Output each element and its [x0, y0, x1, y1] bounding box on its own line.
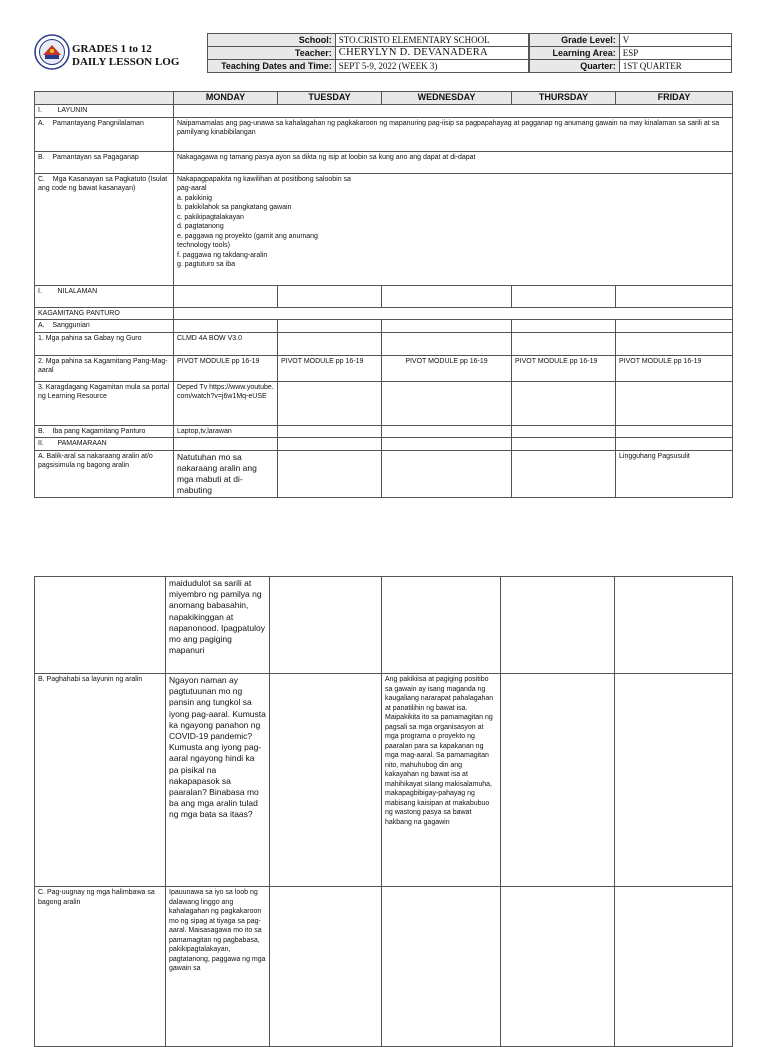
iba-pang-kagamitan-monday: Laptop,tv,larawan [174, 425, 278, 438]
pamantayang-pangnilalaman-text: Naipamamalas ang pag-unawa sa kahalagahan ng pagkakaroon ng mapanuring pag-iisip sa pagpapahayag at pagganap ng anumang gawain na may kinalaman sa sarili at sa pamilyang kinabibilangan [174, 117, 733, 151]
kasanayan-item: g. pagtuturo sa iba [177, 261, 235, 268]
paghahabi-wednesday: Ang pakikiisa at pagiging positibo sa gawain ay isang maganda ng kaugaliang nararapat pahalagahan at panatilihin ng bawat isa. Maipakikita ito sa pamamagitan ng pagsali sa mga organisasyon at mga programa o proyekto ng paaralan para sa kapakanan ng mga mag-aaral. Sa pamamagitan nito, mahuhubog din ang kakayahan ng bawat isa at mahihikayat siIang makisalamuha, makapagbibigay-pahayag ng mabisang kaisipan at makabubuo ng wastong pasya sa bawat hakbang na gagawin [382, 674, 501, 887]
pag-uugnay-monday: Ipauunawa sa iyo sa loob ng dalawang linggo ang kahalagahan ng pagkakaroon mo ng sipag at tiyaga sa pag-aaral. Maisasagawa mo ito sa pamamagitan ng pagbabasa, pakikipagtalakayan, pagtatanong, paggawa ng mga gawain sa [166, 887, 270, 1047]
row-label-kasanayan: C. Mga Kasanayan sa Pagkatuto (Isulat ang code ng bawat kasanayan) [35, 173, 174, 285]
school-value: STO.CRISTO ELEMENTARY SCHOOL [335, 34, 528, 47]
kasanayan-item: d. pagtatanong [177, 223, 224, 230]
row-label-pag-uugnay: C. Pag-uugnay ng mga halimbawa sa bagong aralin [35, 887, 166, 1047]
title-line-2: DAILY LESSON LOG [72, 56, 180, 68]
pamantayan-pagganap-text: Nakagagawa ng tamang pasya ayon sa dikta ng isip at loobin sa kung ano ang dapat at di-dapat [174, 151, 733, 173]
kasanayan-item: b. pakikilahok sa pangkatang gawain [177, 204, 292, 211]
deped-tv-link[interactable]: Deped Tv https://www.youtube.com/watch?v=j6w1Mq-eUSE [174, 381, 278, 425]
deped-seal-logo [34, 34, 70, 70]
gabay-guro-monday: CLMD 4A BOW V3.0 [174, 332, 278, 355]
kasanayan-item: e. paggawa ng proyekto (gamit ang anumang technology tools) [177, 232, 318, 249]
module-friday: PIVOT MODULE pp 16-19 [616, 355, 733, 381]
section-kagamitang-panturo: KAGAMITANG PANTURO [35, 307, 174, 320]
kasanayan-item: f. paggawa ng takdang-aralin [177, 251, 268, 259]
row-label-gabay-guro: 1. Mga pahina sa Gabay ng Guro [35, 332, 174, 355]
header-info-table [207, 33, 529, 73]
balik-aral-friday: Lingguhang Pagsusulit [616, 450, 733, 498]
row-label-karagdagang-kagamitan: 3. Karagdagang Kagamitan mula sa portal ng Learning Resource [35, 381, 174, 425]
kasanayan-item: c. pakikipagtalakayan [177, 213, 244, 221]
school-label: School: [208, 34, 336, 47]
section-layunin: I. LAYUNIN [35, 105, 174, 118]
row-label-balik-aral: A. Balik-aral sa nakaraang aralin at/o pagsisimula ng bagong aralin [35, 450, 174, 498]
row-label-pamantayang-pangnilalaman: A. Pamantayang Pangnilalaman [35, 117, 174, 151]
dates-value: SEPT 5-9, 2022 (WEEK 3) [335, 60, 528, 73]
module-monday: PIVOT MODULE pp 16-19 [174, 355, 278, 381]
day-header-thursday: THURSDAY [512, 92, 616, 105]
module-thursday: PIVOT MODULE pp 16-19 [512, 355, 616, 381]
dates-label: Teaching Dates and Time: [208, 60, 336, 73]
lesson-log-table [34, 91, 733, 498]
teacher-value: CHERYLYN D. DEVANADERA [335, 47, 528, 60]
form-title [72, 43, 179, 69]
row-label-iba-pang-kagamitan: B. Iba pang Kagamitang Panturo [35, 425, 174, 438]
day-header-friday: FRIDAY [616, 92, 733, 105]
section-pamamaraan: II. PAMAMARAAN [35, 438, 174, 451]
area-label: Learning Area: [530, 47, 620, 60]
corner-cell [35, 92, 174, 105]
title-line-1: GRADES 1 to 12 [72, 43, 152, 55]
day-header-monday: MONDAY [174, 92, 278, 105]
row-label-kagamitang-mag-aaral: 2. Mga pahina sa Kagamitang Pang-Mag-aaral [35, 355, 174, 381]
row-label-pamantayan-pagganap: B. Pamantayan sa Pagaganap [35, 151, 174, 173]
day-header-tuesday: TUESDAY [278, 92, 382, 105]
row-label-sanggunian: A. Sanggunian [35, 320, 174, 333]
balik-aral-monday: Natutuhan mo sa nakaraang aralin ang mga mabuti at di-mabuting [174, 450, 278, 498]
grade-value: V [619, 34, 731, 47]
balik-aral-monday-continued: maidudulot sa sarili at miyembro ng pamilya ng anomang babasahin, napakikinggan at napanonood. Ipagpatuloy mo ang pagiging mapanuri [166, 577, 270, 674]
grade-label: Grade Level: [530, 34, 620, 47]
paghahabi-monday: Ngayon naman ay pagtutuunan mo ng pansin ang tungkol sa iyong pag-aaral. Kumusta ka ngayong panahon ng COVID-19 pandemic? Kumusta ang iyong pag-aaral ngayong hindi ka pa pisikal na nakapapasok sa paaralan? Binabasa mo ba ang mga aralin tulad ng mga bata sa itaas? [166, 674, 270, 887]
kasanayan-item: Nakapagpapakita ng kawilihan at positibong saloobin sa pag-aaral [177, 175, 351, 192]
kasanayan-item: a. pakikinig [177, 194, 213, 202]
quarter-value: 1ST QUARTER [619, 60, 731, 73]
row-label-paghahabi: B. Paghahabi sa layunin ng aralin [35, 674, 166, 887]
day-header-wednesday: WEDNESDAY [382, 92, 512, 105]
kasanayan-list [174, 173, 382, 285]
module-wednesday: PIVOT MODULE pp 16-19 [382, 355, 512, 381]
area-value: ESP [619, 47, 731, 60]
teacher-label: Teacher: [208, 47, 336, 60]
module-tuesday: PIVOT MODULE pp 16-19 [278, 355, 382, 381]
quarter-label: Quarter: [530, 60, 620, 73]
lesson-log-table-continued [34, 576, 733, 1047]
section-nilalaman: I. NILALAMAN [35, 285, 174, 307]
header-class-table [529, 33, 732, 73]
